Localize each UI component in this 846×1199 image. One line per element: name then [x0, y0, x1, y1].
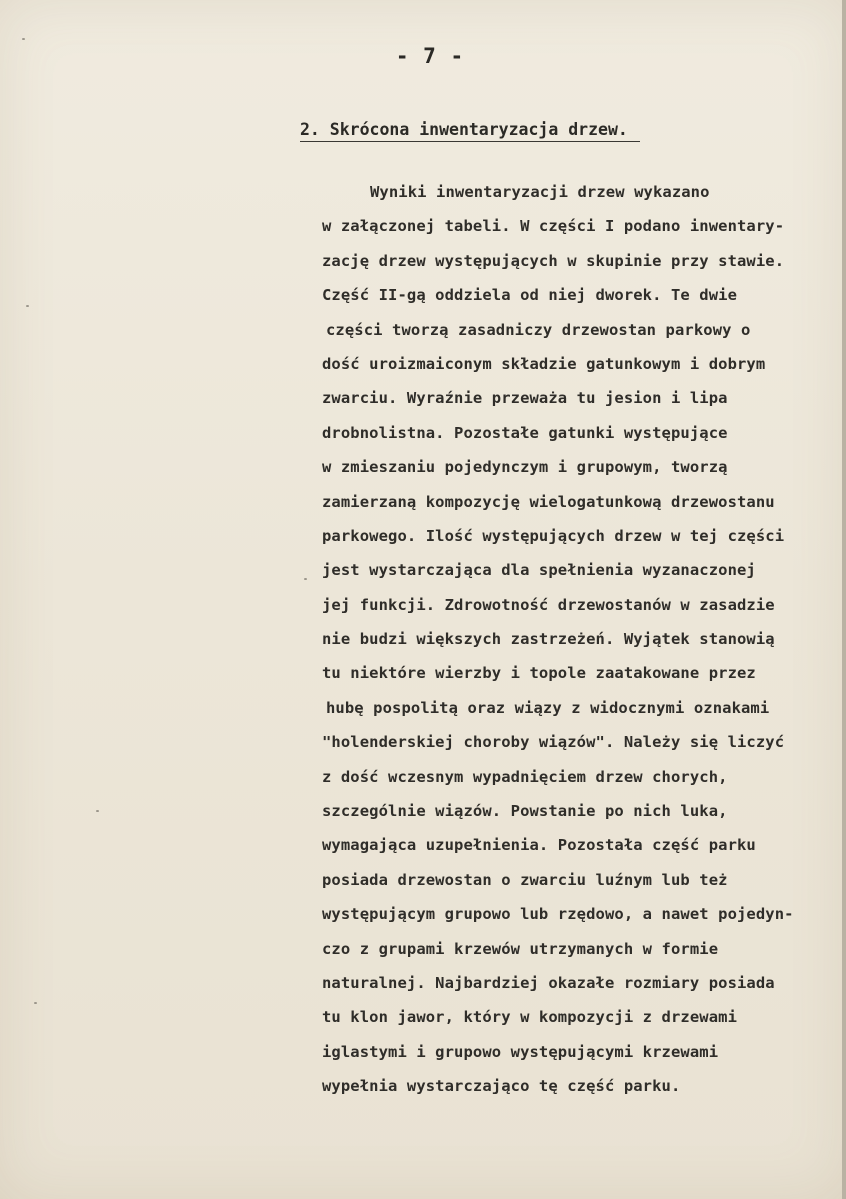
text-line: z dość wczesnym wypadnięciem drzew chorych,	[322, 767, 728, 786]
text-line: Część II-gą oddziela od niej dworek. Te dwie	[322, 286, 737, 305]
text-line: czo z grupami krzewów utrzymanych w formie	[322, 939, 719, 958]
text-line: parkowego. Ilość występujących drzew w tej części	[322, 526, 785, 545]
margin-speck	[26, 305, 29, 307]
text-line: posiada drzewostan o zwarciu luźnym lub też	[322, 870, 728, 889]
text-line: "holenderskiej choroby wiązów". Należy się liczyć	[322, 733, 785, 752]
text-line: jej funkcji. Zdrowotność drzewostanów w zasadzie	[322, 595, 775, 614]
text-line: hubę pospolitą oraz wiązy z widocznymi oznakami	[326, 698, 770, 717]
text-line: wypełnia wystarczająco tę część parku.	[322, 1077, 681, 1096]
text-line: iglastymi i grupowo występującymi krzewami	[322, 1042, 719, 1061]
text-line: nie budzi większych zastrzeżeń. Wyjątek stanowią	[322, 630, 775, 649]
text-line: w załączonej tabeli. W części I podano inwentary-	[322, 217, 785, 236]
margin-speck	[22, 38, 25, 40]
text-line: tu niektóre wierzby i topole zaatakowane przez	[322, 664, 756, 683]
text-line: wymagająca uzupełnienia. Pozostała część parku	[322, 836, 756, 855]
page-number: - 7 -	[395, 44, 465, 68]
text-line: dość uroizmaiconym składzie gatunkowym i dobrym	[322, 354, 766, 373]
text-line: zamierzaną kompozycję wielogatunkową drzewostanu	[322, 492, 775, 511]
body-paragraph	[322, 175, 832, 1104]
text-line: części tworzą zasadniczy drzewostan parkowy o	[326, 320, 751, 339]
text-line: naturalnej. Najbardziej okazałe rozmiary posiada	[322, 973, 775, 992]
text-line: szczególnie wiązów. Powstanie po nich luka,	[322, 802, 728, 821]
text-line: tu klon jawor, który w kompozycji z drzewami	[322, 1008, 737, 1027]
text-line: jest wystarczająca dla spełnienia wyzanaczonej	[322, 561, 756, 580]
text-line: zację drzew występujących w skupinie przy stawie.	[322, 251, 785, 270]
text-line: Wyniki inwentaryzacji drzew wykazano	[370, 183, 710, 201]
text-line: występującym grupowo lub rzędowo, a nawet pojedyn-	[322, 905, 794, 924]
margin-speck	[96, 810, 99, 812]
section-heading: 2. Skrócona inwentaryzacja drzew.	[300, 120, 640, 142]
margin-speck	[304, 578, 307, 580]
text-line: drobnolistna. Pozostałe gatunki występujące	[322, 423, 728, 442]
page-edge	[842, 0, 846, 1199]
text-line: zwarciu. Wyraźnie przeważa tu jesion i lipa	[322, 389, 728, 408]
text-line: w zmieszaniu pojedynczym i grupowym, tworzą	[322, 458, 728, 477]
margin-speck	[34, 1002, 37, 1004]
